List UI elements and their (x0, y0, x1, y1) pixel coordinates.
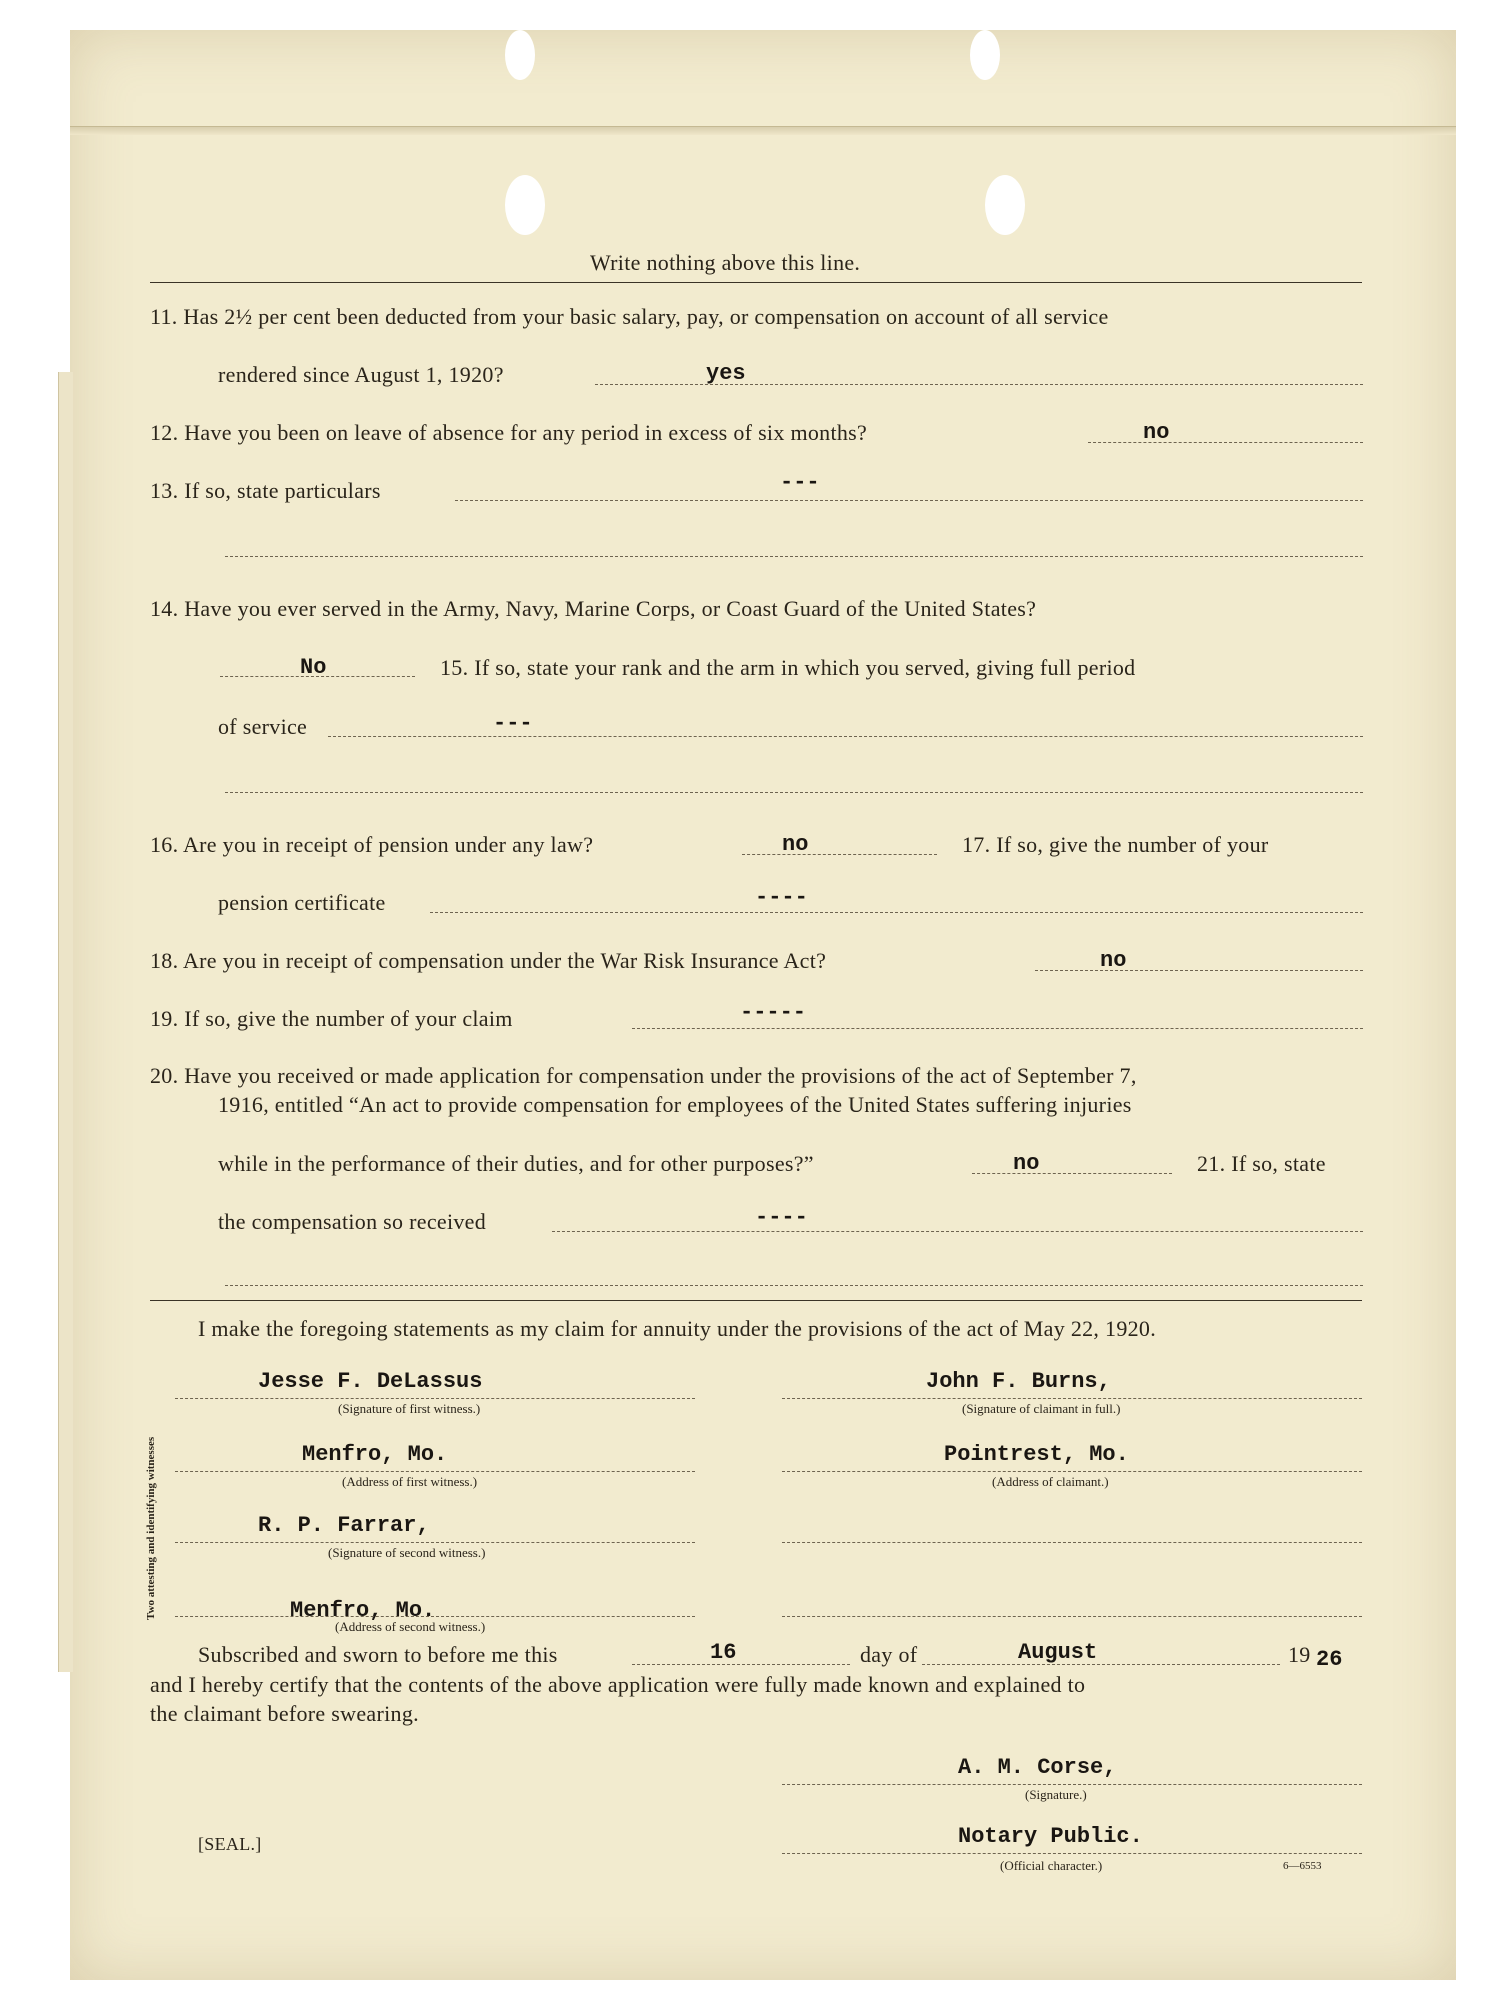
claimant-extra-line-1 (782, 1542, 1362, 1543)
notary-official-character: Notary Public. (958, 1824, 1143, 1849)
jurat-day-of: day of (860, 1642, 918, 1667)
first-witness-address-line (175, 1471, 695, 1472)
jurat-month-line (922, 1664, 1280, 1665)
notary-seal-label: [SEAL.] (198, 1834, 262, 1854)
jurat-prefix: Subscribed and sworn to before me this (198, 1642, 558, 1667)
first-witness-signature-line (175, 1398, 695, 1399)
q19-answer-line (632, 1028, 1363, 1029)
q20-text-line2: 1916, entitled “An act to provide compensation for employees of the United States suffering injuries (218, 1092, 1132, 1117)
second-witness-address-line (175, 1616, 695, 1617)
punch-hole-mid-left (505, 175, 545, 235)
header-instruction: Write nothing above this line. (590, 250, 861, 275)
second-witness-signature-line (175, 1542, 695, 1543)
jurat-line3: the claimant before swearing. (150, 1701, 419, 1726)
notary-character-line (782, 1853, 1362, 1854)
first-witness-address-caption: (Address of first witness.) (342, 1474, 478, 1489)
q12-text: 12. Have you been on leave of absence for any period in excess of six months? (150, 420, 868, 445)
jurat-year-prefix: 19 (1288, 1642, 1311, 1667)
q21-text-line2: the compensation so received (218, 1209, 487, 1234)
q21-text-line1: 21. If so, state (1197, 1151, 1326, 1176)
claimant-signature: John F. Burns, (926, 1369, 1111, 1394)
q15-extra-line (225, 792, 1363, 793)
q14-text: 14. Have you ever served in the Army, Navy, Marine Corps, or Coast Guard of the United States? (150, 596, 1037, 621)
claimant-address-caption: (Address of claimant.) (992, 1474, 1109, 1489)
paper-left-edge (58, 372, 73, 1672)
q13-answer-line (455, 500, 1363, 501)
q17-text-line1: 17. If so, give the number of your (962, 832, 1269, 857)
punch-hole-mid-right (985, 175, 1025, 235)
claimant-address-line (782, 1471, 1362, 1472)
witnesses-side-label: Two attesting and identifying witnesses (145, 1436, 157, 1620)
first-witness-signature: Jesse F. DeLassus (258, 1369, 483, 1394)
q16-answer-line (742, 854, 937, 855)
q16-text: 16. Are you in receipt of pension under any law? (150, 832, 594, 857)
notary-signature: A. M. Corse, (958, 1755, 1117, 1780)
q15-answer-line (328, 736, 1363, 737)
jurat-day: 16 (710, 1640, 737, 1665)
q17-answer: ---- (755, 885, 808, 910)
q18-answer-line (1035, 970, 1363, 971)
claimant-extra-line-2 (782, 1616, 1362, 1617)
q13-text: 13. If so, state particulars (150, 478, 381, 503)
q11-text-line1: 11. Has 2½ per cent been deducted from your basic salary, pay, or compensation on account of all service (150, 304, 1109, 329)
jurat-line2: and I hereby certify that the contents of the above application were fully made known and explained to (150, 1672, 1086, 1697)
q14-answer: No (300, 655, 327, 680)
second-witness-address-caption: (Address of second witness.) (335, 1619, 486, 1634)
q13-extra-line (225, 556, 1363, 557)
first-witness-address: Menfro, Mo. (302, 1442, 448, 1467)
q16-answer: no (782, 832, 809, 857)
jurat-month: August (1018, 1640, 1098, 1665)
q19-text: 19. If so, give the number of your claim (150, 1006, 513, 1031)
header-rule (150, 282, 1362, 283)
q11-answer: yes (706, 361, 746, 386)
q20-answer: no (1013, 1151, 1040, 1176)
q17-text-line2: pension certificate (218, 890, 386, 915)
q19-answer: ----- (740, 1000, 807, 1025)
punch-hole-top-left (505, 30, 535, 80)
section-rule (150, 1300, 1362, 1301)
second-witness-signature-caption: (Signature of second witness.) (328, 1545, 486, 1560)
q21-answer-line (552, 1231, 1363, 1232)
claimant-address: Pointrest, Mo. (944, 1442, 1129, 1467)
claimant-signature-caption: (Signature of claimant in full.) (962, 1401, 1121, 1416)
claimant-signature-line (782, 1398, 1362, 1399)
paper-fold (70, 126, 1456, 135)
q15-text-line1: 15. If so, state your rank and the arm in which you served, giving full period (440, 655, 1136, 680)
form-number: 6—6553 (1283, 1860, 1322, 1872)
q20-answer-line (972, 1173, 1172, 1174)
second-witness-signature: R. P. Farrar, (258, 1513, 430, 1538)
q12-answer-line (1088, 442, 1363, 443)
notary-character-caption: (Official character.) (1000, 1858, 1103, 1873)
q15-text-line2: of service (218, 714, 308, 739)
q18-text: 18. Are you in receipt of compensation under the War Risk Insurance Act? (150, 948, 827, 973)
q20-text-line1: 20. Have you received or made application for compensation under the provisions of the act of September 7, (150, 1063, 1137, 1088)
q21-answer: ---- (755, 1205, 808, 1230)
first-witness-signature-caption: (Signature of first witness.) (338, 1401, 481, 1416)
q17-answer-line (430, 912, 1363, 913)
q18-answer: no (1100, 948, 1127, 973)
q20-text-line3: while in the performance of their duties, and for other purposes?” (218, 1151, 814, 1176)
notary-signature-line (782, 1784, 1362, 1785)
punch-hole-top-right (970, 30, 1000, 80)
claim-statement: I make the foregoing statements as my claim for annuity under the provisions of the act of May 22, 1920. (198, 1316, 1157, 1341)
q11-text-line2: rendered since August 1, 1920? (218, 362, 504, 387)
notary-signature-caption: (Signature.) (1025, 1787, 1087, 1802)
jurat-day-line (632, 1664, 850, 1665)
jurat-year-suffix: 26 (1316, 1647, 1343, 1672)
q13-answer: --- (780, 470, 820, 495)
q21-extra-line (225, 1285, 1363, 1286)
second-witness-address: Menfro, Mo. (290, 1598, 436, 1623)
q15-answer: --- (493, 711, 533, 736)
q12-answer: no (1143, 420, 1170, 445)
